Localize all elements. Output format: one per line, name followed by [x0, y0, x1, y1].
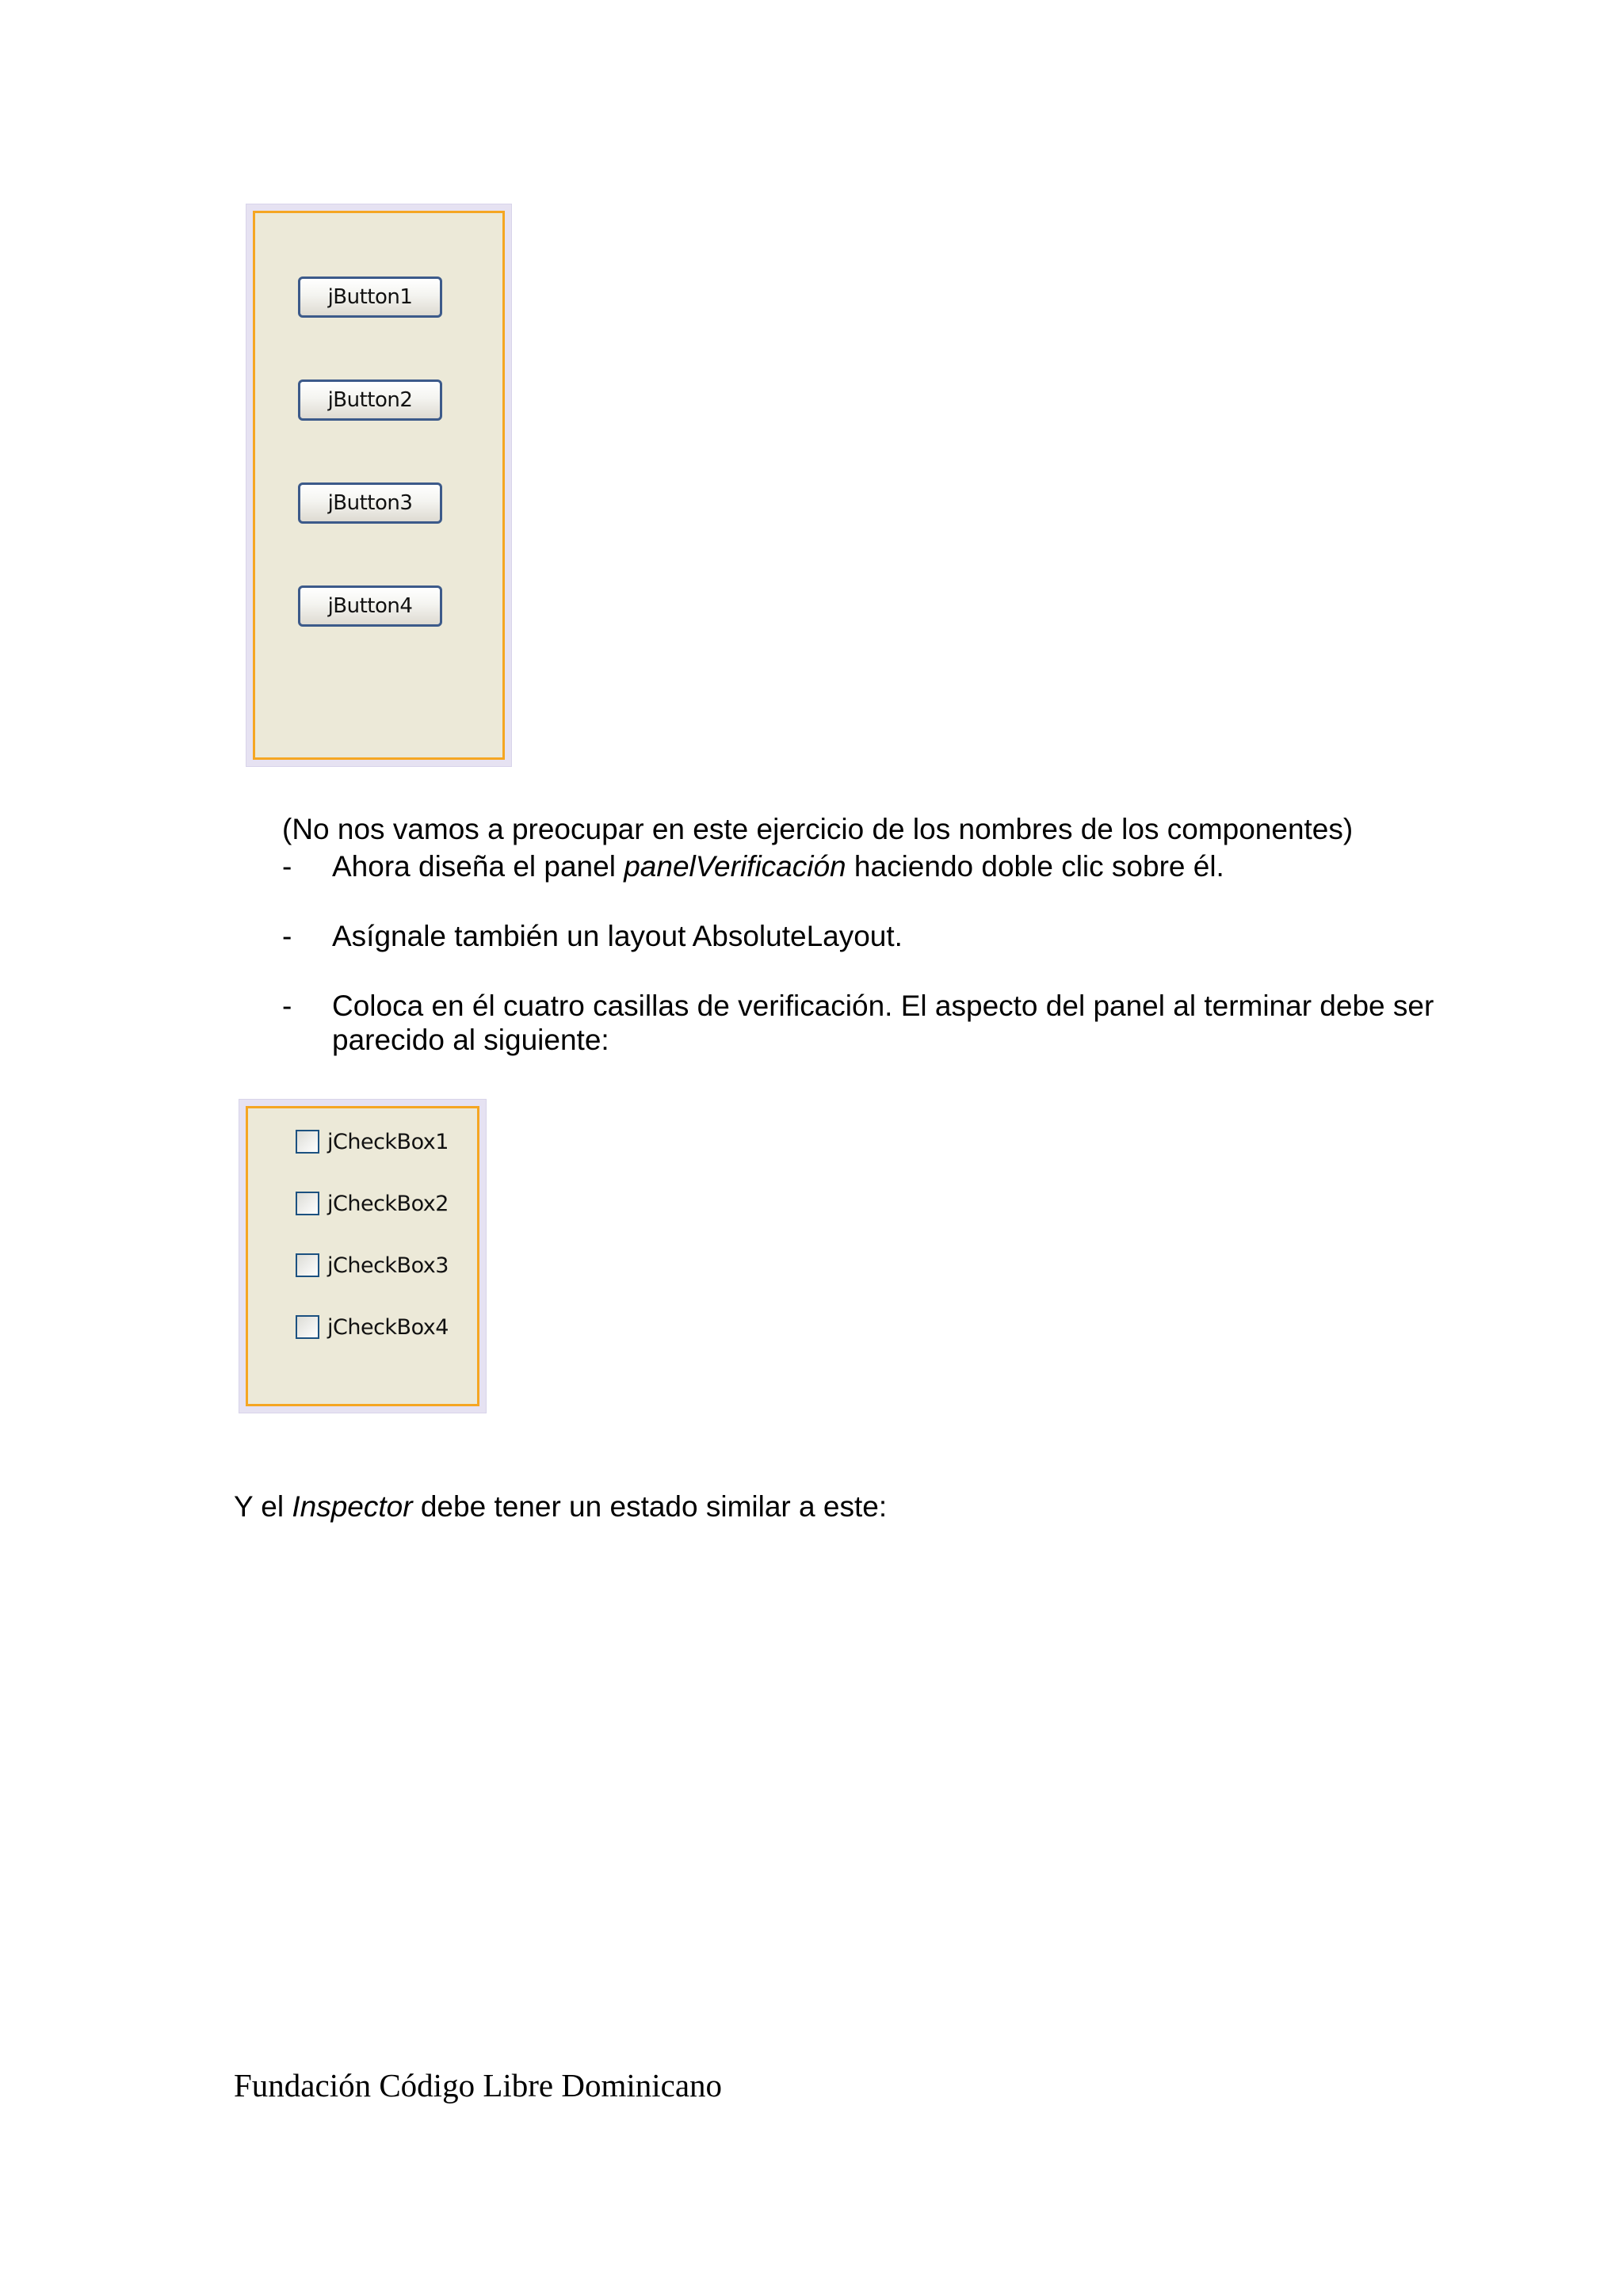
button-panel: [253, 211, 505, 760]
bullet-1-italic: panelVerificación: [624, 850, 846, 883]
jbutton-3[interactable]: jButton3: [298, 482, 442, 524]
jbutton-4[interactable]: jButton4: [298, 585, 442, 627]
checkbox-square[interactable]: [296, 1192, 319, 1215]
bullet-1: [282, 849, 292, 883]
checkbox-label: jCheckBox4: [327, 1314, 449, 1340]
jcheckbox-2[interactable]: [296, 1188, 449, 1219]
checkbox-label: jCheckBox3: [327, 1253, 449, 1278]
page-footer: Fundación Código Libre Dominicano: [234, 2067, 723, 2103]
checkbox-square[interactable]: [296, 1315, 319, 1339]
checkbox-panel: [246, 1106, 479, 1406]
checkbox-panel-screenshot: [239, 1099, 487, 1413]
checkbox-square[interactable]: [296, 1130, 319, 1154]
inspector-line: [234, 1489, 887, 1524]
inspector-after: debe tener un estado similar a este:: [412, 1490, 888, 1523]
bullet-dash: -: [282, 920, 292, 952]
button-panel-screenshot: [246, 204, 512, 767]
bullet-2-text: Asígnale también un layout AbsoluteLayout.: [332, 920, 903, 952]
inspector-before: Y el: [234, 1490, 292, 1523]
checkbox-label: jCheckBox2: [327, 1191, 449, 1216]
checkbox-square[interactable]: [296, 1253, 319, 1277]
bullet-dash: -: [282, 850, 292, 883]
jcheckbox-1[interactable]: [296, 1126, 449, 1158]
bullet-1-before: Ahora diseña el panel: [332, 850, 624, 883]
inspector-italic: Inspector: [292, 1490, 413, 1523]
jbutton-2[interactable]: jButton2: [298, 379, 442, 421]
bullet-dash: -: [282, 990, 292, 1022]
bullet-1-after: haciendo doble clic sobre él.: [846, 850, 1224, 883]
bullet-2: [282, 919, 292, 953]
bullet-1-text: [332, 849, 1224, 883]
bullet-3-line1: Coloca en él cuatro casillas de verificación. El aspecto del panel al terminar debe ser: [332, 990, 1434, 1022]
jcheckbox-4[interactable]: [296, 1311, 449, 1343]
checkbox-label: jCheckBox1: [327, 1129, 449, 1154]
jcheckbox-3[interactable]: [296, 1249, 449, 1281]
note-text: (No nos vamos a preocupar en este ejercicio de los nombres de los componentes): [282, 813, 1354, 845]
bullet-3: [282, 989, 292, 1023]
bullet-3-line2: parecido al siguiente:: [332, 1024, 609, 1056]
jbutton-1[interactable]: jButton1: [298, 277, 442, 318]
